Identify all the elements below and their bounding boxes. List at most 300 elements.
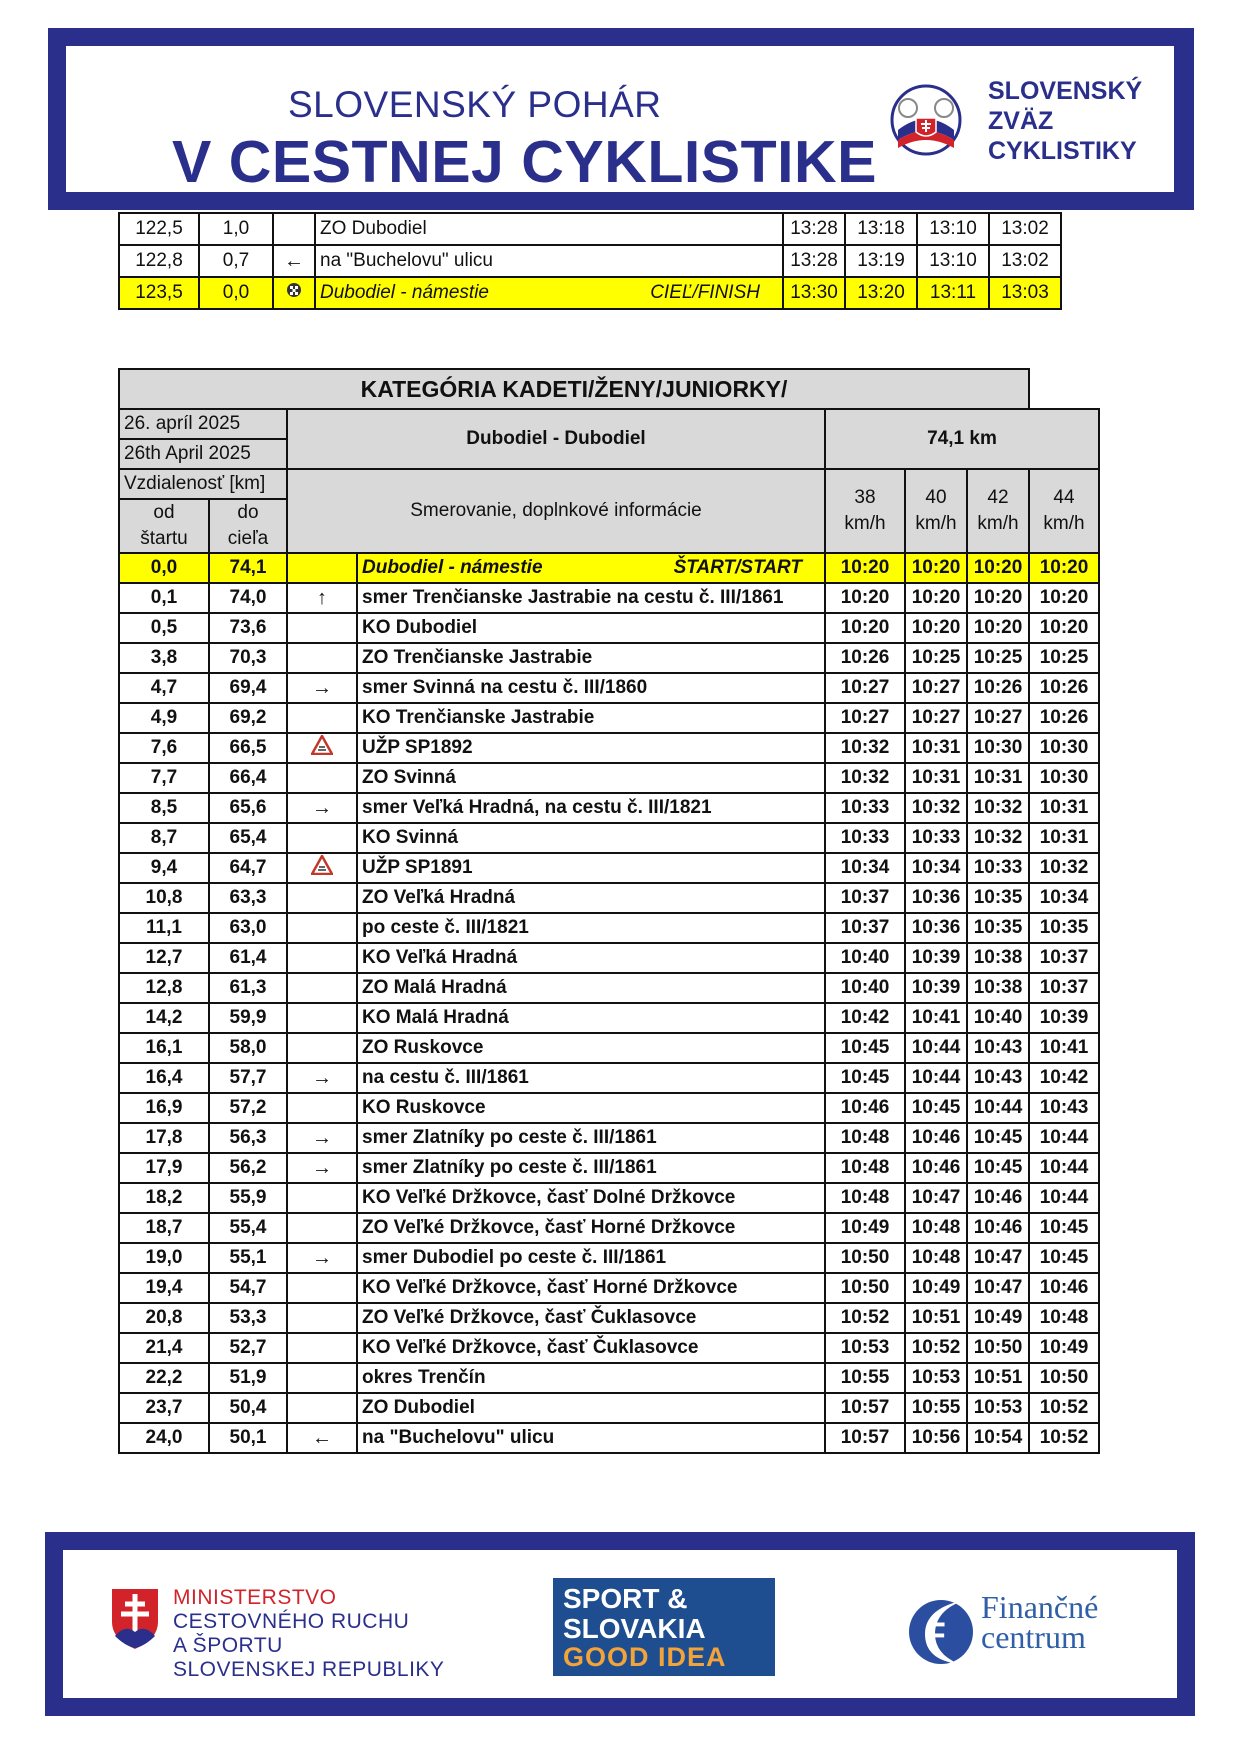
distance-from: 0,1 (119, 583, 209, 613)
direction-text: ZO Dubodiel (320, 218, 427, 239)
distance-from: 18,2 (119, 1183, 209, 1213)
direction-text: ZO Svinná (362, 767, 456, 788)
route-name: Dubodiel - Dubodiel (287, 409, 825, 469)
direction-text: smer Zlatníky po ceste č. III/1861 (362, 1157, 657, 1178)
route-row (119, 1423, 1099, 1453)
time-t3: 10:26 (967, 673, 1029, 703)
route-row (119, 1093, 1099, 1123)
time-t4: 10:50 (1029, 1363, 1099, 1393)
direction-text-cell (357, 793, 825, 823)
speed-42-value: 42 (987, 487, 1009, 508)
direction-text-cell (357, 1333, 825, 1363)
time-t4: 10:44 (1029, 1153, 1099, 1183)
distance-from: 21,4 (119, 1333, 209, 1363)
time-t1: 10:27 (825, 703, 905, 733)
route-row (119, 763, 1099, 793)
time-t1: 10:37 (825, 913, 905, 943)
direction-text-cell (357, 583, 825, 613)
distance-to: 65,4 (209, 823, 287, 853)
time-t1: 10:49 (825, 1213, 905, 1243)
time-t4: 10:20 (1029, 583, 1099, 613)
distance-to: 56,2 (209, 1153, 287, 1183)
slovak-coat-of-arms-icon (109, 1586, 161, 1652)
direction-icon-cell (287, 823, 357, 853)
distance-from: 18,7 (119, 1213, 209, 1243)
route-row (119, 973, 1099, 1003)
time-t2: 10:27 (905, 673, 967, 703)
distance-to: 61,4 (209, 943, 287, 973)
time-t3: 10:43 (967, 1033, 1029, 1063)
prev-row (119, 277, 1061, 309)
time-t4: 10:48 (1029, 1303, 1099, 1333)
time-t1: 10:46 (825, 1093, 905, 1123)
time-t2: 10:27 (905, 703, 967, 733)
time-t2: 13:19 (845, 245, 917, 277)
distance-to: 74,1 (209, 553, 287, 583)
distance-from: 20,8 (119, 1303, 209, 1333)
time-t1: 10:57 (825, 1423, 905, 1453)
col-from-line2: štartu (140, 528, 188, 549)
direction-text: na "Buchelovu" ulicu (320, 250, 493, 271)
direction-text-cell (357, 553, 825, 583)
szc-line1: SLOVENSKÝ (988, 77, 1143, 105)
distance-to: 54,7 (209, 1273, 287, 1303)
direction-text-cell (357, 883, 825, 913)
time-t1: 10:48 (825, 1123, 905, 1153)
time-t2: 10:51 (905, 1303, 967, 1333)
direction-text-cell (357, 673, 825, 703)
direction-text: smer Trenčianske Jastrabie na cestu č. III/1861 (362, 587, 784, 608)
time-t2: 10:31 (905, 763, 967, 793)
prev-row (119, 245, 1061, 277)
time-t1: 10:45 (825, 1033, 905, 1063)
direction-text: KO Veľké Držkovce, časť Čuklasovce (362, 1337, 699, 1358)
direction-icon-cell (287, 793, 357, 823)
time-t1: 10:48 (825, 1153, 905, 1183)
distance-to: 63,3 (209, 883, 287, 913)
date-en: 26th April 2025 (119, 439, 287, 469)
distance-from: 12,7 (119, 943, 209, 973)
time-t4: 10:44 (1029, 1183, 1099, 1213)
distance-to: 61,3 (209, 973, 287, 1003)
arrow-right-icon: → (312, 796, 332, 819)
distance-to: 53,3 (209, 1303, 287, 1333)
arrow-right-icon: → (312, 1066, 332, 1089)
distance-from: 9,4 (119, 853, 209, 883)
direction-icon-cell (287, 1123, 357, 1153)
direction-text: ZO Dubodiel (362, 1397, 475, 1418)
time-t2: 10:31 (905, 733, 967, 763)
distance-from: 19,0 (119, 1243, 209, 1273)
time-t2: 10:44 (905, 1063, 967, 1093)
distance-from: 23,7 (119, 1393, 209, 1423)
arrow-left-icon: ← (312, 1426, 332, 1449)
direction-icon-cell (287, 1273, 357, 1303)
direction-text-cell (357, 1393, 825, 1423)
time-t4: 10:35 (1029, 913, 1099, 943)
time-t2: 10:53 (905, 1363, 967, 1393)
distance-to: 66,5 (209, 733, 287, 763)
direction-text-cell (357, 763, 825, 793)
time-t3: 10:54 (967, 1423, 1029, 1453)
distance-to: 63,0 (209, 913, 287, 943)
time-t2: 10:55 (905, 1393, 967, 1423)
route-row (119, 883, 1099, 913)
distance-to: 59,9 (209, 1003, 287, 1033)
time-t2: 10:46 (905, 1153, 967, 1183)
direction-text-cell (357, 913, 825, 943)
direction-icon-cell (287, 1363, 357, 1393)
speed-40-value: 40 (925, 487, 947, 508)
time-t2: 10:45 (905, 1093, 967, 1123)
direction-text: KO Ruskovce (362, 1097, 486, 1118)
direction-text-cell (315, 245, 783, 277)
distance-from: 16,9 (119, 1093, 209, 1123)
direction-text-cell (357, 643, 825, 673)
date-row-1 (119, 409, 1099, 439)
time-t2: 10:49 (905, 1273, 967, 1303)
time-t4: 10:45 (1029, 1243, 1099, 1273)
time-t2: 10:52 (905, 1333, 967, 1363)
time-t2: 10:36 (905, 883, 967, 913)
direction-icon-cell (287, 763, 357, 793)
time-t4: 10:44 (1029, 1123, 1099, 1153)
route-row (119, 643, 1099, 673)
distance-to: 0,7 (199, 245, 273, 277)
previous-category-table (118, 212, 1062, 310)
direction-text: ZO Veľká Hradná (362, 887, 516, 908)
speed-40-header (905, 469, 967, 553)
direction-text-cell (357, 1363, 825, 1393)
time-t1: 10:45 (825, 1063, 905, 1093)
direction-icon-cell (273, 213, 315, 245)
time-t2: 10:56 (905, 1423, 967, 1453)
time-t3: 10:47 (967, 1243, 1029, 1273)
distance-from: 22,2 (119, 1363, 209, 1393)
header-banner (48, 28, 1194, 210)
speed-42-unit: km/h (977, 513, 1019, 534)
route-row (119, 1003, 1099, 1033)
direction-text-cell (357, 973, 825, 1003)
time-t3: 10:32 (967, 793, 1029, 823)
direction-icon-cell (287, 883, 357, 913)
ministry-logo-text (173, 1586, 444, 1682)
direction-text-cell (357, 1273, 825, 1303)
distance-from: 14,2 (119, 1003, 209, 1033)
direction-icon-cell (287, 553, 357, 583)
distance-from: 8,5 (119, 793, 209, 823)
fc-line1: Finančné (981, 1589, 1099, 1625)
route-row (119, 943, 1099, 973)
time-t1: 10:52 (825, 1303, 905, 1333)
route-row (119, 1303, 1099, 1333)
direction-icon-cell (287, 853, 357, 883)
time-t4: 10:41 (1029, 1033, 1099, 1063)
time-t1: 10:32 (825, 733, 905, 763)
direction-text: KO Veľké Držkovce, časť Horné Držkovce (362, 1277, 738, 1298)
direction-icon-cell (287, 1333, 357, 1363)
time-t4: 10:26 (1029, 673, 1099, 703)
time-t2: 10:36 (905, 913, 967, 943)
direction-note: ŠTART/START (673, 557, 802, 578)
time-t3: 10:27 (967, 703, 1029, 733)
time-t1: 10:20 (825, 613, 905, 643)
route-row (119, 1063, 1099, 1093)
time-t2: 10:46 (905, 1123, 967, 1153)
time-t3: 10:51 (967, 1363, 1029, 1393)
direction-icon-cell (287, 1033, 357, 1063)
direction-text: ZO Veľké Držkovce, časť Čuklasovce (362, 1307, 697, 1328)
time-t2: 10:48 (905, 1213, 967, 1243)
col-to-header (209, 499, 287, 553)
direction-text: KO Trenčianske Jastrabie (362, 707, 595, 728)
time-t1: 10:27 (825, 673, 905, 703)
time-t4: 10:30 (1029, 733, 1099, 763)
route-row (119, 1363, 1099, 1393)
category-title: KATEGÓRIA KADETI/ŽENY/JUNIORKY/ (119, 369, 1029, 409)
time-t3: 10:33 (967, 853, 1029, 883)
distance-from: 4,9 (119, 703, 209, 733)
distance-to: 66,4 (209, 763, 287, 793)
time-t4: 10:37 (1029, 973, 1099, 1003)
distance-from: 24,0 (119, 1423, 209, 1453)
szc-line2: ZVÄZ (988, 107, 1054, 135)
distance-from: 0,0 (119, 553, 209, 583)
direction-icon-cell (287, 1213, 357, 1243)
direction-text: ZO Veľké Držkovce, časť Horné Držkovce (362, 1217, 736, 1238)
direction-text-cell (315, 213, 783, 245)
header-title-line2: V CESTNEJ CYKLISTIKE (172, 129, 878, 195)
time-t3: 13:10 (917, 213, 989, 245)
distance-from: 12,8 (119, 973, 209, 1003)
direction-icon-cell (287, 1243, 357, 1273)
time-t3: 10:30 (967, 733, 1029, 763)
time-t1: 10:57 (825, 1393, 905, 1423)
route-row (119, 853, 1099, 883)
time-t2: 13:20 (845, 277, 917, 309)
distance-to: 1,0 (199, 213, 273, 245)
col-to-line1: do (237, 502, 259, 523)
distance-to: 0,0 (199, 277, 273, 309)
time-t2: 10:20 (905, 553, 967, 583)
direction-icon-cell (287, 613, 357, 643)
arrow-up-icon: ↑ (317, 586, 327, 609)
time-t4: 10:45 (1029, 1213, 1099, 1243)
time-t1: 10:40 (825, 943, 905, 973)
time-t1: 10:50 (825, 1243, 905, 1273)
distance-to: 65,6 (209, 793, 287, 823)
col-distance-header: Vzdialenosť [km] (119, 469, 287, 499)
route-row (119, 913, 1099, 943)
svg-text:F: F (925, 1616, 946, 1654)
direction-text: po ceste č. III/1821 (362, 917, 529, 938)
time-t3: 10:20 (967, 553, 1029, 583)
szc-line3: CYKLISTIKY (988, 137, 1137, 165)
time-t3: 10:44 (967, 1093, 1029, 1123)
distance-to: 51,9 (209, 1363, 287, 1393)
route-row (119, 673, 1099, 703)
time-t4: 10:39 (1029, 1003, 1099, 1033)
time-t3: 10:46 (967, 1213, 1029, 1243)
direction-icon-cell (287, 1303, 357, 1333)
direction-text: smer Veľká Hradná, na cestu č. III/1821 (362, 797, 712, 818)
time-t3: 13:11 (917, 277, 989, 309)
time-t4: 13:03 (989, 277, 1061, 309)
time-t3: 10:50 (967, 1333, 1029, 1363)
prev-row (119, 213, 1061, 245)
direction-text-cell (357, 703, 825, 733)
direction-text-cell (357, 1183, 825, 1213)
direction-icon-cell (287, 973, 357, 1003)
time-t4: 10:25 (1029, 643, 1099, 673)
direction-icon-cell (273, 277, 315, 309)
direction-text-cell (357, 1213, 825, 1243)
direction-text: okres Trenčín (362, 1367, 486, 1388)
time-t4: 10:31 (1029, 793, 1099, 823)
railway-crossing-warning-icon (311, 855, 333, 875)
finish-flag-icon (286, 281, 302, 299)
direction-text-cell (357, 943, 825, 973)
direction-icon-cell (287, 1093, 357, 1123)
distance-to: 69,4 (209, 673, 287, 703)
distance-to: 73,6 (209, 613, 287, 643)
direction-icon-cell (287, 1063, 357, 1093)
distance-from: 4,7 (119, 673, 209, 703)
railway-crossing-warning-icon (311, 735, 333, 755)
distance-from: 11,1 (119, 913, 209, 943)
previous-category-body (119, 213, 1061, 309)
route-row (119, 1033, 1099, 1063)
time-t3: 10:45 (967, 1153, 1029, 1183)
direction-text: Dubodiel - námestie (362, 557, 543, 578)
time-t2: 10:33 (905, 823, 967, 853)
time-t2: 13:18 (845, 213, 917, 245)
direction-text: UŽP SP1891 (362, 857, 473, 878)
direction-text: KO Veľká Hradná (362, 947, 518, 968)
distance-from: 10,8 (119, 883, 209, 913)
distance-from: 17,8 (119, 1123, 209, 1153)
time-t4: 10:37 (1029, 943, 1099, 973)
distance-from: 16,4 (119, 1063, 209, 1093)
distance-from: 17,9 (119, 1153, 209, 1183)
direction-icon-cell (287, 673, 357, 703)
distance-to: 52,7 (209, 1333, 287, 1363)
direction-icon-cell (287, 733, 357, 763)
time-t3: 10:49 (967, 1303, 1029, 1333)
direction-text: na cestu č. III/1861 (362, 1067, 529, 1088)
category-table (118, 368, 1100, 1454)
distance-to: 55,9 (209, 1183, 287, 1213)
speed-40-unit: km/h (915, 513, 957, 534)
time-t3: 10:46 (967, 1183, 1029, 1213)
direction-icon-cell (287, 583, 357, 613)
time-t4: 10:52 (1029, 1423, 1099, 1453)
direction-text: KO Malá Hradná (362, 1007, 509, 1028)
direction-text: KO Veľké Držkovce, časť Dolné Držkovce (362, 1187, 736, 1208)
time-t1: 10:32 (825, 763, 905, 793)
direction-text-cell (357, 1003, 825, 1033)
arrow-right-icon: → (312, 1246, 332, 1269)
financne-centrum-logo-icon (905, 1590, 985, 1670)
time-t3: 10:40 (967, 1003, 1029, 1033)
direction-icon-cell (287, 643, 357, 673)
distance-from: 16,1 (119, 1033, 209, 1063)
speed-44-unit: km/h (1043, 513, 1085, 534)
distance-to: 55,4 (209, 1213, 287, 1243)
sport-line1: SPORT & (563, 1583, 688, 1614)
direction-text: na "Buchelovu" ulicu (362, 1427, 555, 1448)
direction-text-cell (357, 1123, 825, 1153)
distance-to: 58,0 (209, 1033, 287, 1063)
time-t2: 10:47 (905, 1183, 967, 1213)
direction-text-cell (357, 1093, 825, 1123)
time-t2: 10:48 (905, 1243, 967, 1273)
time-t2: 10:34 (905, 853, 967, 883)
speed-38-unit: km/h (844, 513, 886, 534)
time-t3: 10:45 (967, 1123, 1029, 1153)
time-t3: 10:38 (967, 943, 1029, 973)
direction-text-cell (357, 613, 825, 643)
time-t1: 10:33 (825, 793, 905, 823)
speed-44-header (1029, 469, 1099, 553)
route-row (119, 1183, 1099, 1213)
distance-to: 69,2 (209, 703, 287, 733)
direction-text-cell (357, 1153, 825, 1183)
arrow-left-icon: ← (284, 249, 304, 272)
time-t4: 10:34 (1029, 883, 1099, 913)
direction-text: KO Svinná (362, 827, 459, 848)
route-row (119, 1213, 1099, 1243)
direction-text: Dubodiel - námestie (320, 282, 489, 303)
distance-to: 57,2 (209, 1093, 287, 1123)
date-sk: 26. apríl 2025 (119, 409, 287, 439)
sport-slovakia-logo (553, 1578, 775, 1676)
col-direction-header: Smerovanie, doplnkové informácie (287, 469, 825, 553)
fc-line2: centrum (981, 1619, 1086, 1655)
distance-to: 50,4 (209, 1393, 287, 1423)
col-from-line1: od (153, 502, 175, 523)
route-row (119, 1333, 1099, 1363)
time-t1: 10:40 (825, 973, 905, 1003)
distance-from: 7,6 (119, 733, 209, 763)
time-t1: 10:53 (825, 1333, 905, 1363)
direction-text-cell (357, 823, 825, 853)
direction-icon-cell (287, 1393, 357, 1423)
route-distance: 74,1 km (825, 409, 1099, 469)
direction-text-cell (315, 277, 783, 309)
route-row (119, 583, 1099, 613)
direction-text: ZO Ruskovce (362, 1037, 484, 1058)
time-t2: 10:20 (905, 613, 967, 643)
time-t2: 10:39 (905, 973, 967, 1003)
direction-text: smer Zlatníky po ceste č. III/1861 (362, 1127, 657, 1148)
direction-icon-cell (287, 1003, 357, 1033)
time-t4: 10:20 (1029, 613, 1099, 643)
distance-from: 0,5 (119, 613, 209, 643)
time-t1: 10:33 (825, 823, 905, 853)
direction-icon-cell (287, 943, 357, 973)
speed-38-value: 38 (854, 487, 876, 508)
col-to-line2: cieľa (227, 528, 269, 549)
time-t3: 10:20 (967, 613, 1029, 643)
time-t3: 10:53 (967, 1393, 1029, 1423)
time-t1: 13:28 (783, 213, 845, 245)
time-t4: 10:30 (1029, 763, 1099, 793)
time-t1: 13:28 (783, 245, 845, 277)
direction-text-cell (357, 1063, 825, 1093)
time-t3: 10:32 (967, 823, 1029, 853)
direction-note: CIEĽ/FINISH (650, 282, 760, 303)
